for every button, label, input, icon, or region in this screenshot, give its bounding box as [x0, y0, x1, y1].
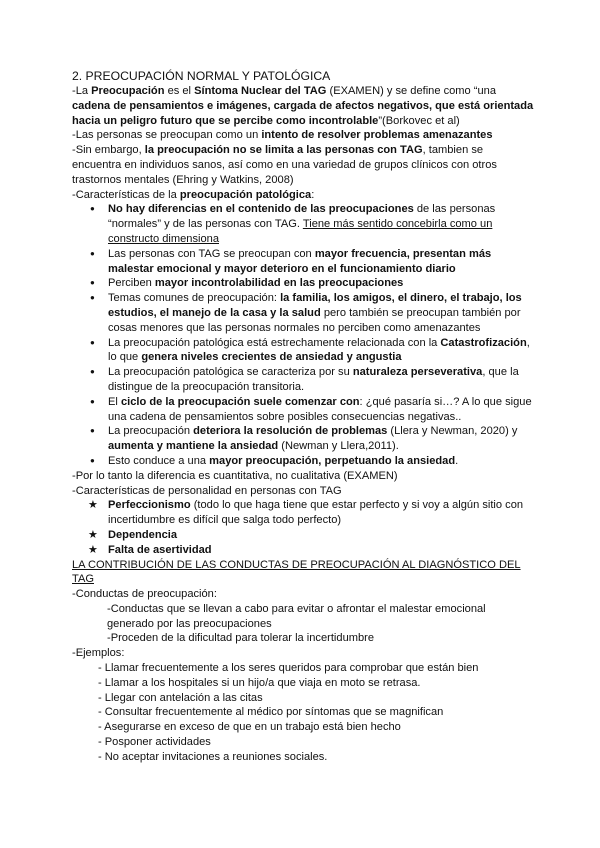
text: : — [311, 188, 315, 201]
text: -Las personas se preocupan como un — [72, 129, 262, 142]
bold-text: ciclo de la preocupación suele comenzar con — [120, 395, 360, 408]
text: Las personas con TAG se preocupan con — [108, 247, 315, 260]
paragraph — [72, 143, 534, 187]
text: . — [455, 454, 459, 467]
bold-text: aumenta y mantiene la ansiedad — [108, 440, 279, 453]
bold-text: Dependencia — [108, 528, 178, 541]
text: La preocupación patológica está estrechamente relacionada con la — [108, 336, 441, 349]
definition-paragraph — [72, 84, 534, 128]
bold-text: Preocupación — [91, 85, 165, 97]
list-item — [72, 528, 534, 543]
text: El — [108, 395, 121, 408]
list-item — [72, 202, 534, 246]
paragraph: -Ejemplos: — [72, 647, 125, 660]
paragraph: -Por lo tanto la diferencia es cuantitativa, no cualitativa (EXAMEN) — [72, 469, 398, 482]
text: , que la distingue de la preocupación transitoria. — [108, 366, 519, 393]
text: (Llera y Newman, 2020) y — [387, 425, 518, 438]
bold-text: la familia, los amigos, el dinero, el trabajo, los estudios, el manejo de la casa y la salud — [108, 292, 522, 319]
list-item — [72, 247, 534, 277]
text: , tambien se encuentra en individuos sanos, así como en una variedad de grupos clínicos con otros trastornos mentales (Ehring y Watkins, 2008) — [72, 144, 497, 186]
underlined-text: Tiene más sentido concebirla como un constructo dimensiona — [108, 218, 493, 245]
paragraph — [72, 188, 534, 203]
text: , lo que — [108, 336, 530, 364]
text: Perciben — [108, 277, 155, 290]
example-item: - No aceptar invitaciones a reuniones sociales. — [98, 750, 328, 763]
bold-text: mayor preocupación, perpetuando la ansiedad — [209, 454, 456, 467]
text: ”(Borkovec et al) — [378, 114, 460, 127]
list-item — [72, 543, 534, 558]
list-item — [72, 276, 534, 291]
list-item — [72, 395, 534, 425]
bold-text: preocupación patológica — [179, 188, 312, 201]
bold-text: genera niveles crecientes de ansiedad y angustia — [141, 351, 402, 364]
list-item — [72, 336, 534, 366]
star-list — [72, 498, 534, 557]
text: es el — [164, 85, 195, 97]
bold-text: Falta de asertividad — [108, 543, 212, 556]
section-heading-underlined: LA CONTRIBUCIÓN DE LAS CONDUCTAS DE PREOCUPACIÓN AL DIAGNÓSTICO DEL TAG — [72, 558, 521, 586]
text: Temas comunes de preocupación: — [108, 292, 281, 305]
list-item — [72, 454, 534, 469]
example-item: - Posponer actividades — [98, 736, 211, 749]
example-item: - Llegar con antelación a las citas — [98, 691, 263, 704]
bold-text: intento de resolver problemas amenazantes — [261, 129, 493, 142]
text: : ¿qué pasaría si…? A lo que sigue una cadena de pensamientos sobre posibles consecuencias negativas.. — [108, 395, 532, 423]
example-item: - Llamar frecuentemente a los seres queridos para comprobar que están bien — [98, 662, 479, 675]
example-item: - Consultar frecuentemente al médico por síntomas que se magnifican — [98, 706, 444, 719]
bold-text: Catastrofización — [440, 336, 527, 349]
text: Esto conduce a una — [108, 454, 210, 467]
list-item — [72, 424, 534, 454]
bold-text: No hay diferencias en el contenido de las preocupaciones — [108, 203, 414, 216]
example-item: - Asegurarse en exceso de que en un trabajo está bien hecho — [98, 721, 401, 734]
list-item — [72, 498, 534, 528]
bold-text: mayor frecuencia, presentan más malestar emocional y mayor deterioro en el funcionamiento diario — [108, 247, 492, 275]
bullet-list — [72, 202, 534, 468]
list-item — [72, 291, 534, 335]
bold-text: naturaleza perseverativa — [352, 366, 483, 379]
bold-text: la preocupación no se limita a las personas con TAG — [144, 144, 423, 157]
text: -Características de la — [72, 188, 180, 201]
bold-text: Síntoma Nuclear del TAG — [194, 85, 327, 97]
paragraph: -Conductas de preocupación: — [72, 588, 217, 601]
text: La preocupación patológica se caracteriza por su — [108, 366, 353, 379]
text: de las personas “normales” y de las personas con TAG. — [108, 203, 496, 231]
text: -La — [72, 85, 92, 97]
text: (EXAMEN) y se define como “una — [326, 85, 497, 97]
paragraph — [72, 128, 534, 143]
bold-text: deteriora la resolución de problemas — [193, 425, 388, 438]
indented-paragraph: -Conductas que se llevan a cabo para evitar o afrontar el malestar emocional generado por las preocupaciones — [107, 602, 486, 630]
text: La preocupación — [108, 425, 194, 438]
text: -Sin embargo, — [72, 144, 145, 157]
bold-text: cadena de pensamientos e imágenes, cargada de afectos negativos, que está orientada hacia un peligro futuro que se percibe como incontrolable — [72, 99, 534, 127]
list-item — [72, 365, 534, 395]
indented-paragraph: -Proceden de la dificultad para tolerar la incertidumbre — [107, 632, 375, 645]
paragraph: -Características de personalidad en personas con TAG — [72, 484, 342, 497]
example-item: - Llamar a los hospitales si un hijo/a que viaja en moto se retrasa. — [98, 676, 421, 689]
bold-text: Perfeccionismo — [108, 499, 191, 512]
bold-text: mayor incontrolabilidad en las preocupaciones — [154, 277, 404, 290]
document-page — [72, 68, 534, 765]
text: (Newman y Llera,2011). — [278, 440, 399, 453]
text: pero también se preocupan también por cosas menores que las personas normales no perciben como amenazantes — [108, 306, 521, 334]
section-heading: 2. PREOCUPACIÓN NORMAL Y PATOLÓGICA — [72, 69, 331, 83]
text: (todo lo que haga tiene que estar perfecto y si voy a algún sitio con incertidumbre es difícil que salga todo perfecto) — [108, 499, 524, 527]
examples-list — [72, 661, 534, 765]
